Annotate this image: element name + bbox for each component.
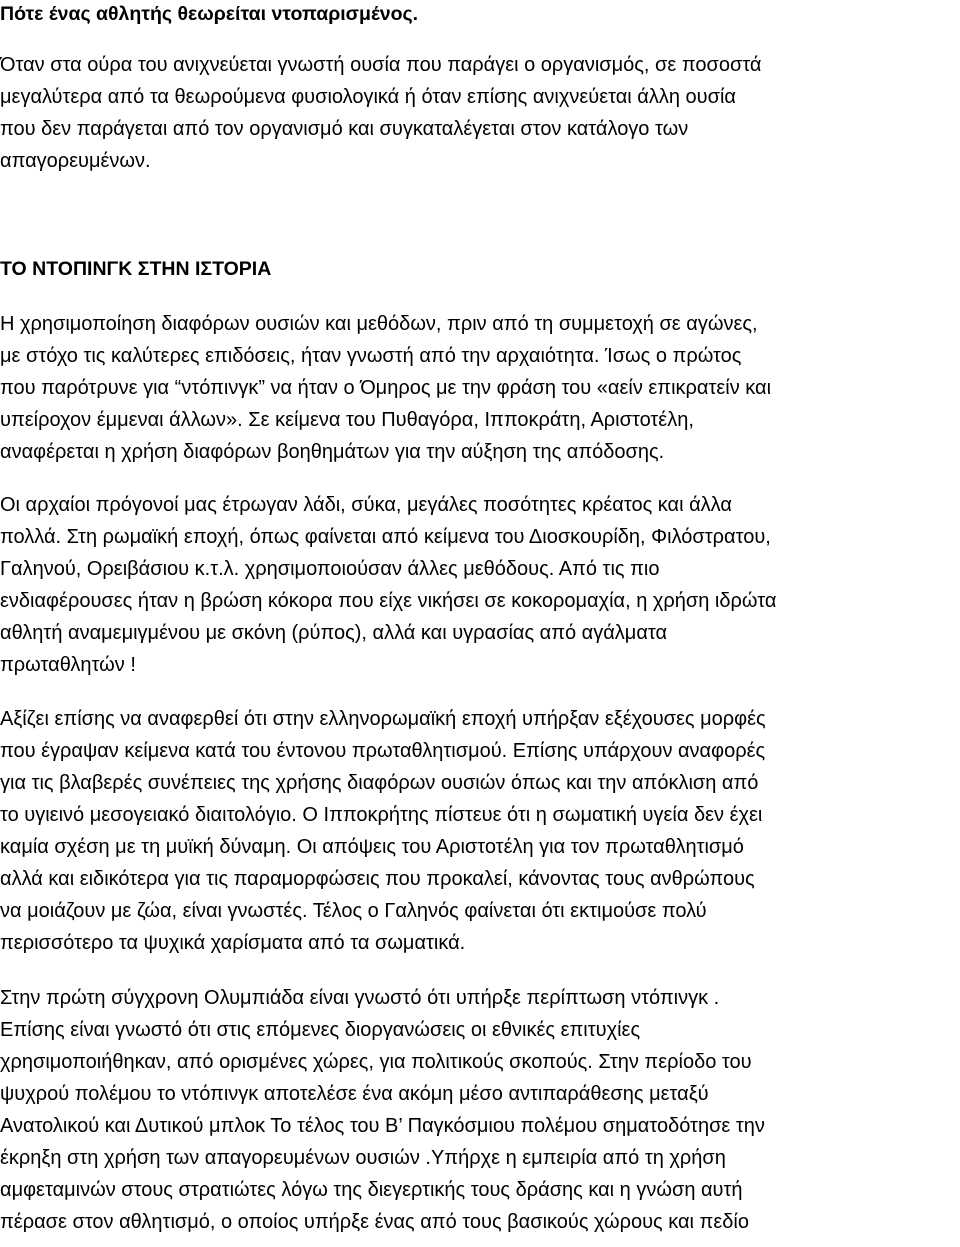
- intro-line: απαγορευμένων.: [0, 150, 151, 172]
- paragraph2-line: Οι αρχαίοι πρόγονοί μας έτρωγαν λάδι, σύκα, μεγάλες ποσότητες κρέατος και άλλα: [0, 494, 732, 516]
- paragraph1-line: υπείροχον έμμεναι άλλων». Σε κείμενα του Πυθαγόρα, Ιπποκράτη, Αριστοτέλη,: [0, 409, 694, 431]
- paragraph1-line: που παρότρυνε για “ντόπινγκ” να ήταν ο Όμηρος με την φράση του «αείν επικρατείν και: [0, 377, 772, 399]
- paragraph1-line: με στόχο τις καλύτερες επιδόσεις, ήταν γνωστή από την αρχαιότητα. Ίσως ο πρώτος: [0, 345, 742, 367]
- paragraph2-line: πρωταθλητών !: [0, 654, 136, 676]
- paragraph3-line: περισσότερο τα ψυχικά χαρίσματα από τα σωματικά.: [0, 932, 466, 954]
- paragraph3-line: αλλά και ειδικότερα για τις παραμορφώσεις που προκαλεί, κάνοντας τους ανθρώπους: [0, 868, 755, 890]
- section-heading: ΤΟ ΝΤΟΠΙΝΓΚ ΣΤΗΝ ΙΣΤΟΡΙΑ: [0, 258, 272, 280]
- paragraph3-line: για τις βλαβερές συνέπειες της χρήσης διαφόρων ουσιών όπως και την απόκλιση από: [0, 772, 759, 794]
- paragraph3-line: να μοιάζουν με ζώα, είναι γνωστές. Τέλος ο Γαληνός φαίνεται ότι εκτιμούσε πολύ: [0, 900, 707, 922]
- intro-line: Όταν στα ούρα του ανιχνεύεται γνωστή ουσία που παράγει ο οργανισμός, σε ποσοστά: [0, 54, 762, 76]
- paragraph3-line: καμία σχέση με τη μυϊκή δύναμη. Οι απόψεις του Αριστοτέλη για τον πρωταθλητισμό: [0, 836, 744, 858]
- paragraph2-line: Γαληνού, Ορειβάσιου κ.τ.λ. χρησιμοποιούσαν άλλες μεθόδους. Από τις πιο: [0, 558, 660, 580]
- document-title: Πότε ένας αθλητής θεωρείται ντοπαρισμένος.: [0, 3, 419, 25]
- paragraph2-line: πολλά. Στη ρωμαϊκή εποχή, όπως φαίνεται από κείμενα του Διοσκουρίδη, Φιλόστρατου,: [0, 526, 771, 548]
- paragraph4-line: Επίσης είναι γνωστό ότι στις επόμενες διοργανώσεις οι εθνικές επιτυχίες: [0, 1019, 641, 1041]
- paragraph3-line: Αξίζει επίσης να αναφερθεί ότι στην ελληνορωμαϊκή εποχή υπήρξαν εξέχουσες μορφές: [0, 708, 766, 730]
- paragraph4-line: αμφεταμινών στους στρατιώτες λόγω της διεγερτικής τους δράσης και η γνώση αυτή: [0, 1179, 743, 1201]
- paragraph1-line: αναφέρεται η χρήση διαφόρων βοηθημάτων για την αύξηση της απόδοσης.: [0, 441, 665, 463]
- paragraph4-line: πέρασε στον αθλητισμό, ο οποίος υπήρξε ένας από τους βασικούς χώρους και πεδίο: [0, 1211, 749, 1233]
- paragraph3-line: το υγιεινό μεσογειακό διαιτολόγιο. Ο Ιπποκρήτης πίστευε ότι η σωματική υγεία δεν έχει: [0, 804, 763, 826]
- paragraph4-line: Στην πρώτη σύγχρονη Ολυμπιάδα είναι γνωστό ότι υπήρξε περίπτωση ντόπινγκ .: [0, 987, 720, 1009]
- paragraph4-line: έκρηξη στη χρήση των απαγορευμένων ουσιών .Υπήρχε η εμπειρία από τη χρήση: [0, 1147, 726, 1169]
- intro-line: που δεν παράγεται από τον οργανισμό και συγκαταλέγεται στον κατάλογο των: [0, 118, 689, 140]
- paragraph3-line: που έγραψαν κείμενα κατά του έντονου πρωταθλητισμού. Επίσης υπάρχουν αναφορές: [0, 740, 766, 762]
- paragraph4-line: Ανατολικού και Δυτικού μπλοκ Το τέλος του Β’ Παγκόσμιου πολέμου σηματοδότησε την: [0, 1115, 765, 1137]
- paragraph2-line: ενδιαφέρουσες ήταν η βρώση κόκορα που είχε νικήσει σε κοκορομαχία, η χρήση ιδρώτα: [0, 590, 777, 612]
- paragraph4-line: ψυχρού πολέμου το ντόπινγκ αποτελέσε ένα ακόμη μέσο αντιπαράθεσης μεταξύ: [0, 1083, 709, 1105]
- paragraph1-line: Η χρησιμοποίηση διαφόρων ουσιών και μεθόδων, πριν από τη συμμετοχή σε αγώνες,: [0, 313, 758, 335]
- paragraph4-line: χρησιμοποιήθηκαν, από ορισμένες χώρες, για πολιτικούς σκοπούς. Στην περίοδο του: [0, 1051, 752, 1073]
- paragraph2-line: αθλητή αναμεμιγμένου με σκόνη (ρύπος), αλλά και υγρασίας από αγάλματα: [0, 622, 668, 644]
- intro-line: μεγαλύτερα από τα θεωρούμενα φυσιολογικά ή όταν επίσης ανιχνεύεται άλλη ουσία: [0, 86, 736, 108]
